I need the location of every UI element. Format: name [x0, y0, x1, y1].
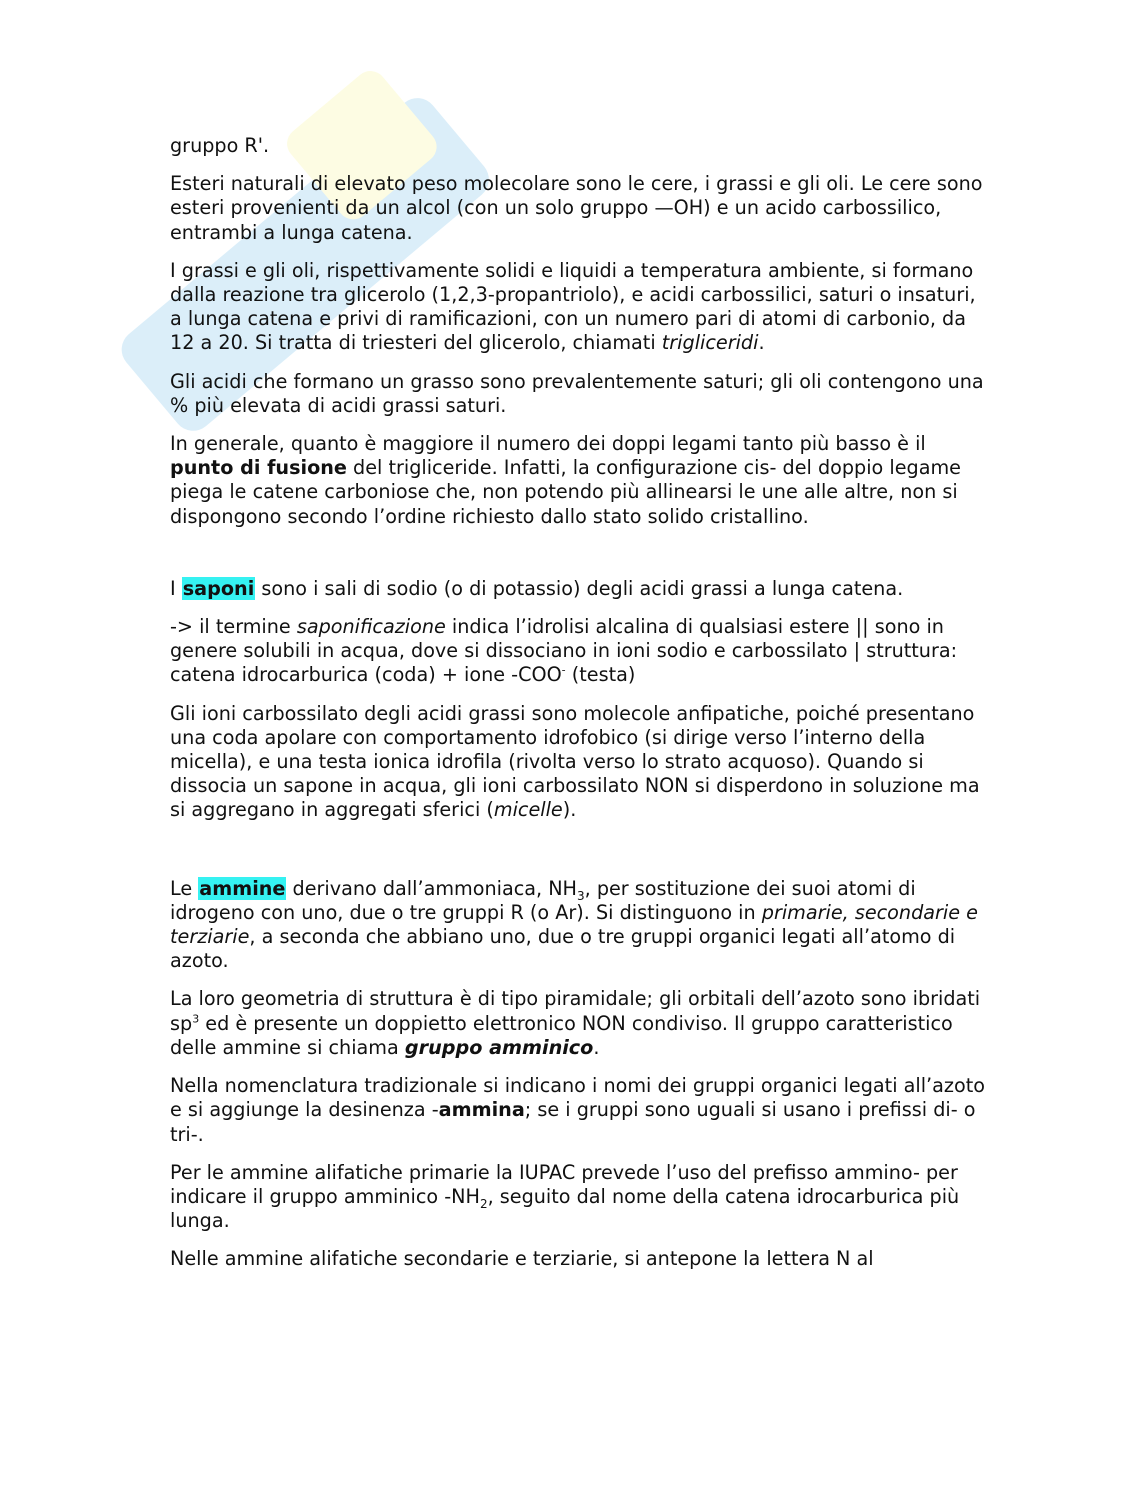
term-trigliceridi: trigliceridi — [661, 331, 759, 355]
term-punto-di-fusione: punto di fusione — [170, 456, 347, 480]
paragraph-esteri-naturali: Esteri naturali di elevato peso molecolare sono le cere, i grassi e gli oli. Le cere sono esteri provenienti da un alcol (con un solo gruppo —OH) e un acido carbossilico, entrambi a lunga catena. — [170, 172, 983, 244]
document-page — [170, 134, 985, 1286]
paragraph-geometria: La loro geometria di struttura è di tipo piramidale; gli orbitali dell’azoto sono ibridati $sp^3$ ed è presente un doppietto elettronico NON condiviso. Il gruppo caratteristico delle ammine si chiama gruppo amminico. — [170, 987, 981, 1059]
paragraph-saponificazione: -> il termine saponificazione indica l’idrolisi alcalina di qualsiasi estere || sono in genere solubili in acqua, dove si dissociano in ioni sodio e carbossilato | struttura: catena idrocarburica (coda) + ione -COO- (testa) — [170, 615, 958, 687]
paragraph-ammine: Le ammine derivano dall’ammoniaca, $NH_3$, per sostituzione dei suoi atomi di idrogeno con uno, due o tre gruppi R (o Ar). Si distinguono in primarie, secondarie e terziarie, a seconda che abbiano uno, due o tre gruppi organici legati all’atomo di azoto. — [170, 876, 978, 973]
paragraph-saponi: I saponi sono i sali di sodio (o di potassio) degli acidi grassi a lunga catena. — [170, 576, 904, 600]
paragraph-grassi-oli: I grassi e gli oli, rispettivamente solidi e liquidi a temperatura ambiente, si formano dalla reazione tra glicerolo (1,2,3-propantriolo), e acidi carbossilici, saturi o insaturi, a lunga catena e privi di ramificazioni, con un numero pari di atomi di carbonio, da 12 a 20. Si tratta di triesteri del glicerolo, chiamati trigliceridi. — [170, 258, 976, 355]
paragraph-acidi-grasso: Gli acidi che formano un grasso sono prevalentemente saturi; gli oli contengono una % più elevata di acidi grassi saturi. — [170, 369, 984, 417]
paragraph-iupac: Per le ammine alifatiche primarie la IUPAC prevede l’uso del prefisso ammino- per indicare il gruppo amminico $-NH_2$, seguito dal nome della catena idrocarburica più lunga. — [170, 1160, 960, 1233]
spacer — [170, 837, 985, 877]
highlight-saponi: saponi — [182, 576, 255, 600]
paragraph-gruppo: gruppo R'. — [170, 134, 270, 157]
term-saponificazione: saponificazione — [296, 615, 446, 639]
term-micelle: micelle — [493, 798, 563, 822]
paragraph-secondarie-terziarie: Nelle ammine alifatiche secondarie e terziarie, si antepone la lettera N al — [170, 1247, 874, 1271]
paragraph-ioni-carbossilato: Gli ioni carbossilato degli acidi grassi sono molecole anfipatiche, poiché presentano una coda apolare con comportamento idrofobico (si dirige verso l’interno della micella), e una testa ionica idrofila (rivolta verso lo strato acquoso). Quando si dissocia un sapone in acqua, gli ioni carbossilato NON si disperdono in soluzione ma si aggregano in aggregati sferici (micelle). — [170, 701, 980, 822]
paragraph-punto-fusione: In generale, quanto è maggiore il numero dei doppi legami tanto più basso è il punto di fusione del trigliceride. Infatti, la configurazione cis- del doppio legame piega le catene carboniose che, non potendo più allinearsi le une alle altre, non si dispongono secondo l’ordine richiesto dallo stato solido cristallino. — [170, 432, 961, 528]
spacer — [170, 543, 985, 577]
term-primarie-secondarie-terziarie: primarie, secondarie e terziarie — [170, 900, 978, 949]
paragraph-nomenclatura: Nella nomenclatura tradizionale si indicano i nomi dei gruppi organici legati all’azoto e si aggiunge la desinenza -ammina; se i gruppi sono uguali si usano i prefissi di- o tri-. — [170, 1074, 985, 1146]
term-ammina: ammina — [438, 1098, 525, 1122]
highlight-ammine: ammine — [199, 876, 286, 900]
term-gruppo-amminico: gruppo amminico — [404, 1035, 594, 1059]
